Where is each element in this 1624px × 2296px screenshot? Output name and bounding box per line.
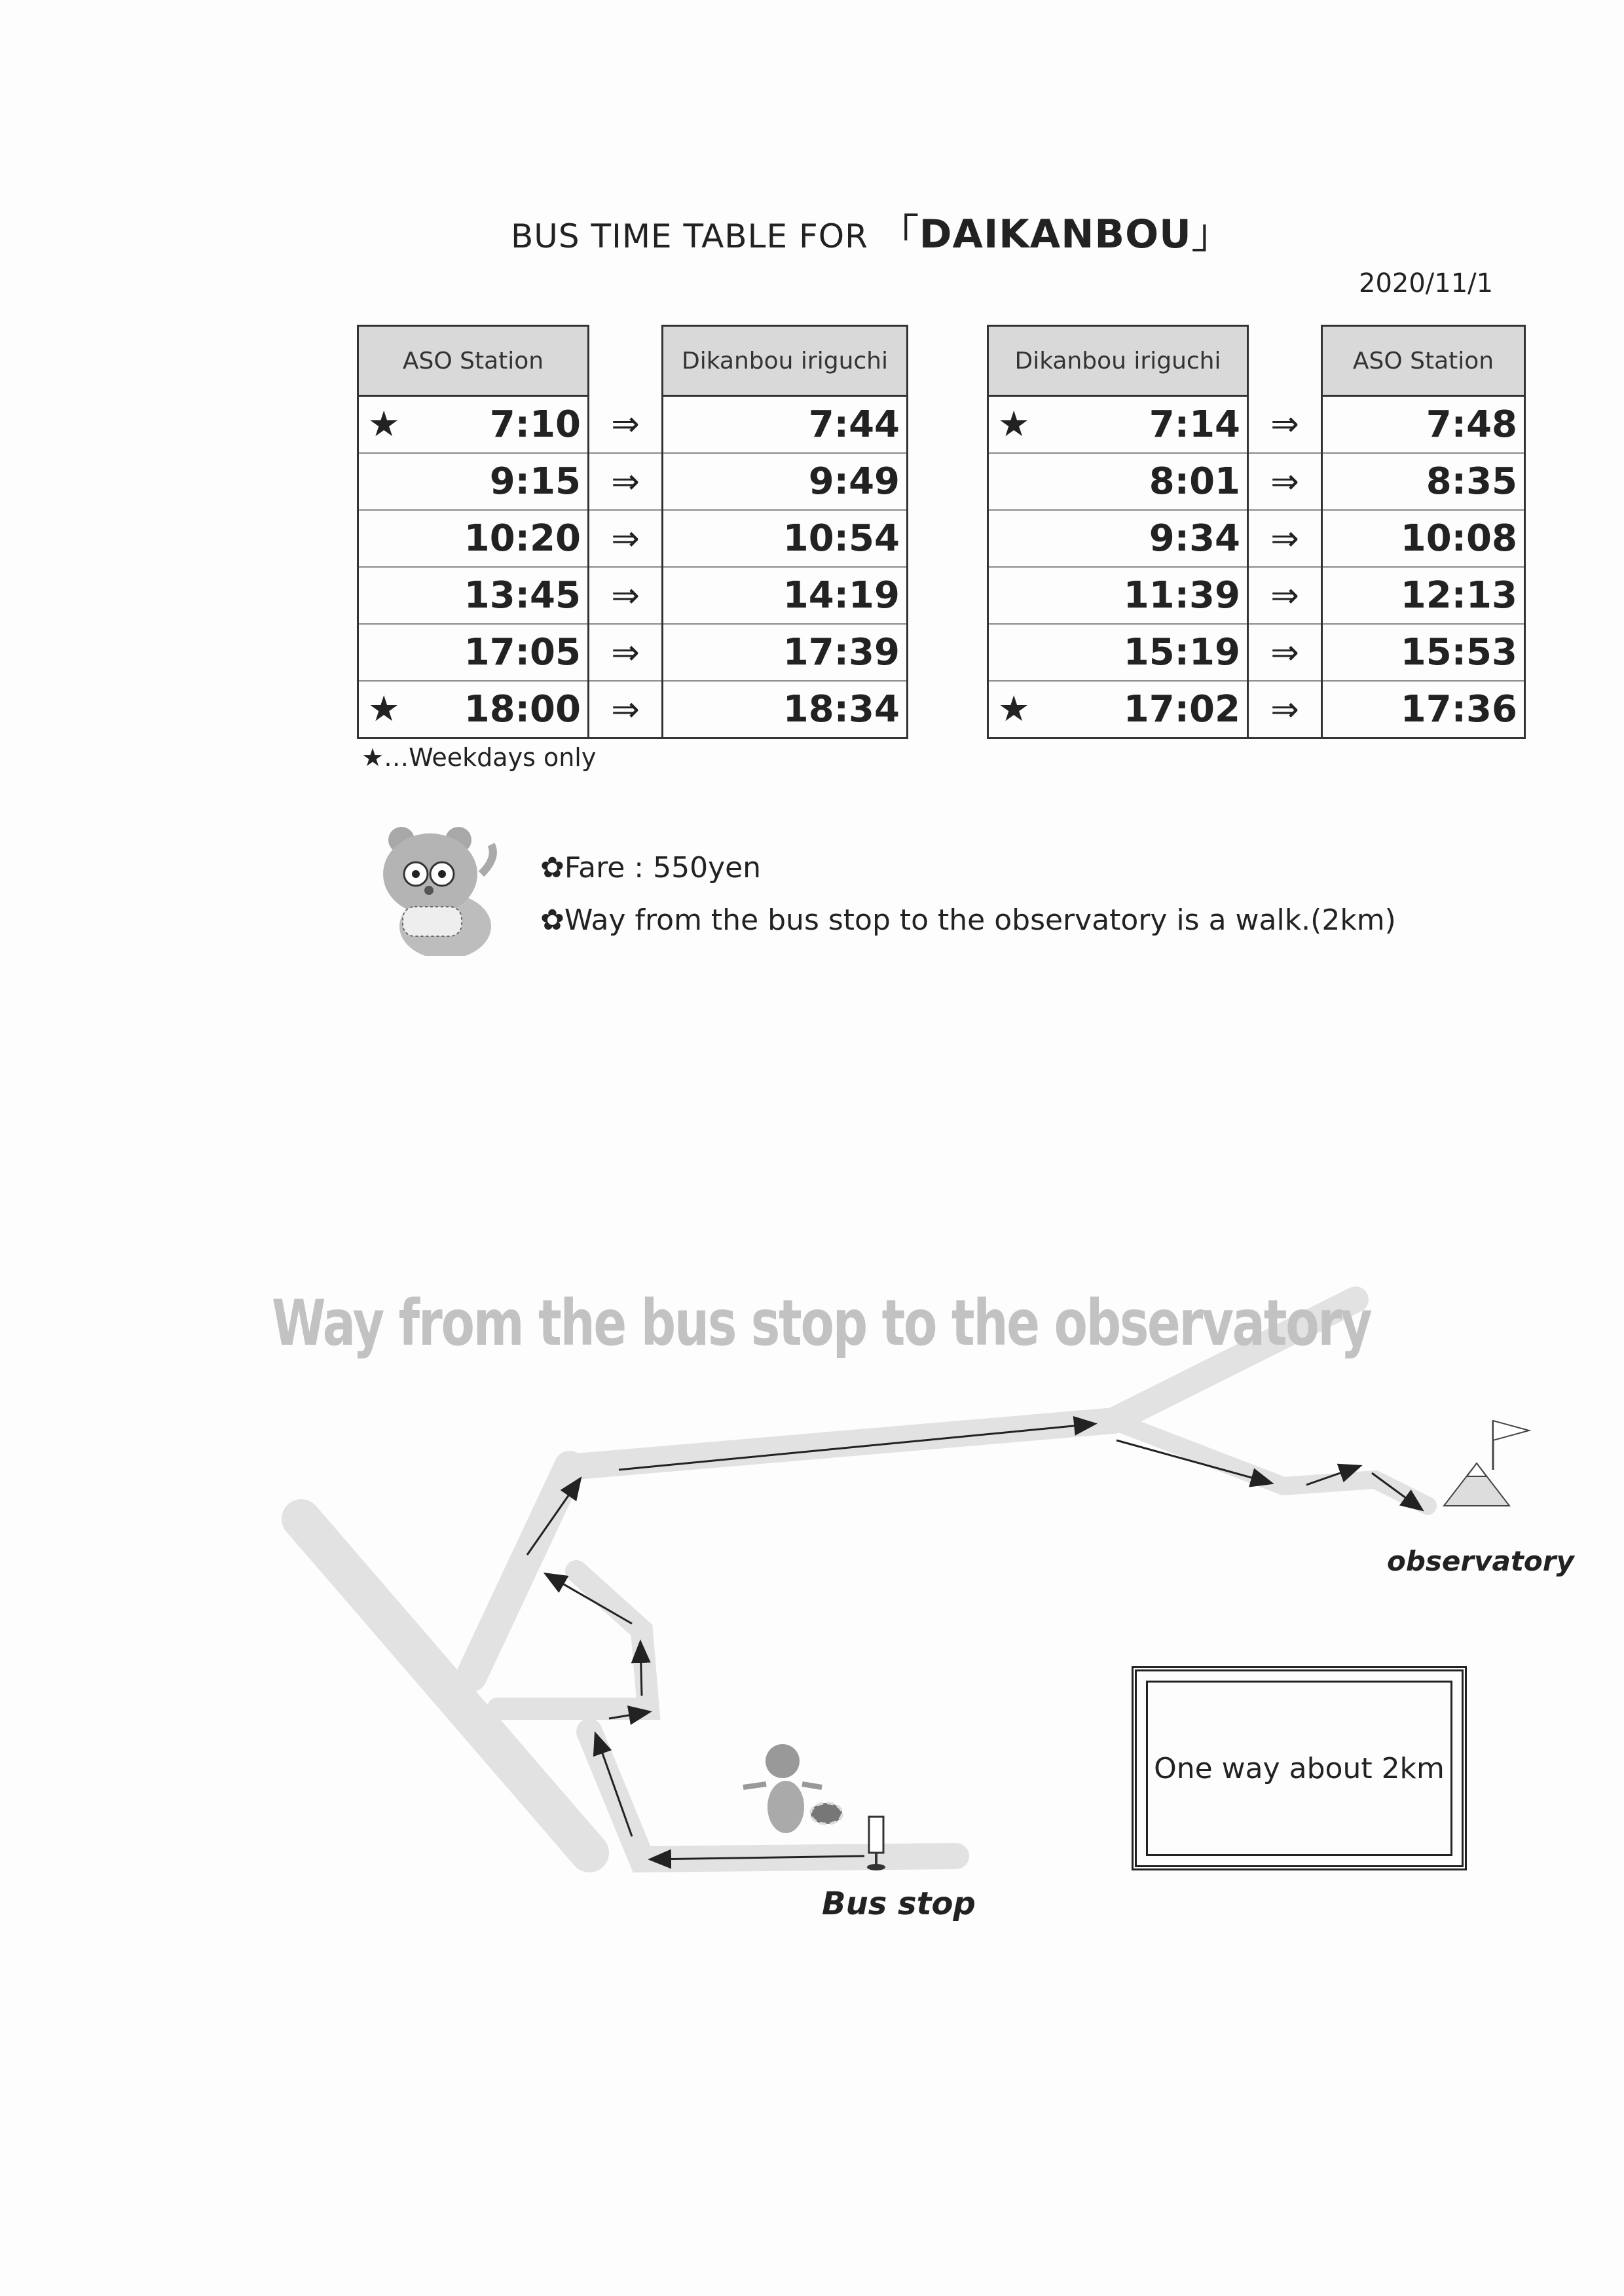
title-name: 「DAIKANBOU」 — [879, 211, 1232, 257]
cat-mascot-icon — [377, 822, 514, 956]
depart-time: 17:05 — [464, 631, 581, 674]
timetable-aso-to-daikanbou — [357, 325, 908, 739]
observatory-icon — [1444, 1421, 1529, 1506]
timetable-daikanbou-to-aso — [987, 325, 1526, 739]
arrive-time: 12:13 — [1322, 567, 1525, 624]
depart-time: 7:10 — [489, 403, 581, 446]
arrow-icon: ⇒ — [1248, 453, 1322, 510]
table-row — [358, 396, 908, 454]
table-row — [358, 624, 908, 681]
depart-time: 10:20 — [464, 517, 581, 560]
table-row — [358, 510, 908, 567]
distance-box — [1132, 1666, 1467, 1870]
depart-time: 18:00 — [464, 688, 581, 731]
weekday-star-icon: ★ — [998, 403, 1030, 445]
arrow-icon: ⇒ — [1248, 396, 1322, 454]
title-prefix: BUS TIME TABLE FOR — [511, 217, 879, 255]
arrow-icon: ⇒ — [589, 624, 663, 681]
arrive-time: 9:49 — [663, 453, 908, 510]
table-row — [358, 681, 908, 738]
fare-info: ✿Fare : 550yen — [540, 851, 762, 884]
arrive-time: 10:08 — [1322, 510, 1525, 567]
depart-time: 8:01 — [1149, 460, 1240, 503]
arrow-icon: ⇒ — [1248, 567, 1322, 624]
table-row — [988, 396, 1525, 454]
depart-time: 9:34 — [1149, 517, 1240, 560]
depart-time: 9:15 — [489, 460, 581, 503]
arrow-icon: ⇒ — [1248, 624, 1322, 681]
header-dikanbou-iriguchi: Dikanbou iriguchi — [663, 326, 908, 396]
bus-stop-label: Bus stop — [822, 1886, 976, 1922]
arrive-time: 17:36 — [1322, 681, 1525, 738]
header-aso-station: ASO Station — [358, 326, 589, 396]
arrow-icon: ⇒ — [589, 567, 663, 624]
arrive-time: 7:48 — [1322, 396, 1525, 454]
arrive-time: 15:53 — [1322, 624, 1525, 681]
raccoon-icon — [743, 1744, 842, 1833]
date: 2020/11/1 — [1359, 268, 1494, 299]
table-row — [988, 510, 1525, 567]
distance-note: One way about 2km — [1146, 1681, 1452, 1856]
depart-time: 11:39 — [1123, 574, 1240, 617]
arrow-icon: ⇒ — [589, 453, 663, 510]
depart-time: 17:02 — [1123, 688, 1240, 731]
weekday-note: ★…Weekdays only — [361, 743, 597, 772]
arrive-time: 10:54 — [663, 510, 908, 567]
table-row — [988, 681, 1525, 738]
depart-time: 13:45 — [464, 574, 581, 617]
weekday-star-icon: ★ — [368, 403, 400, 445]
map-title: Way from the bus stop to the observatory — [272, 1286, 1371, 1360]
header-aso-station: ASO Station — [1322, 326, 1525, 396]
depart-time: 7:14 — [1149, 403, 1240, 446]
arrive-time: 18:34 — [663, 681, 908, 738]
depart-time: 15:19 — [1123, 631, 1240, 674]
weekday-star-icon: ★ — [368, 688, 400, 729]
observatory-label: observatory — [1387, 1545, 1574, 1577]
arrow-icon: ⇒ — [1248, 681, 1322, 738]
arrow-icon: ⇒ — [1248, 510, 1322, 567]
table-row — [988, 567, 1525, 624]
header-dikanbou-iriguchi: Dikanbou iriguchi — [988, 326, 1248, 396]
table-row — [358, 453, 908, 510]
table-row — [988, 453, 1525, 510]
arrow-icon: ⇒ — [589, 681, 663, 738]
page-title — [511, 203, 1362, 259]
arrive-time: 8:35 — [1322, 453, 1525, 510]
table-row — [358, 567, 908, 624]
weekday-star-icon: ★ — [998, 688, 1030, 729]
arrive-time: 17:39 — [663, 624, 908, 681]
table-row — [988, 624, 1525, 681]
arrive-time: 7:44 — [663, 396, 908, 454]
arrow-icon: ⇒ — [589, 396, 663, 454]
arrow-icon: ⇒ — [589, 510, 663, 567]
arrive-time: 14:19 — [663, 567, 908, 624]
walk-info: ✿Way from the bus stop to the observatory is a walk.(2km) — [540, 903, 1396, 937]
